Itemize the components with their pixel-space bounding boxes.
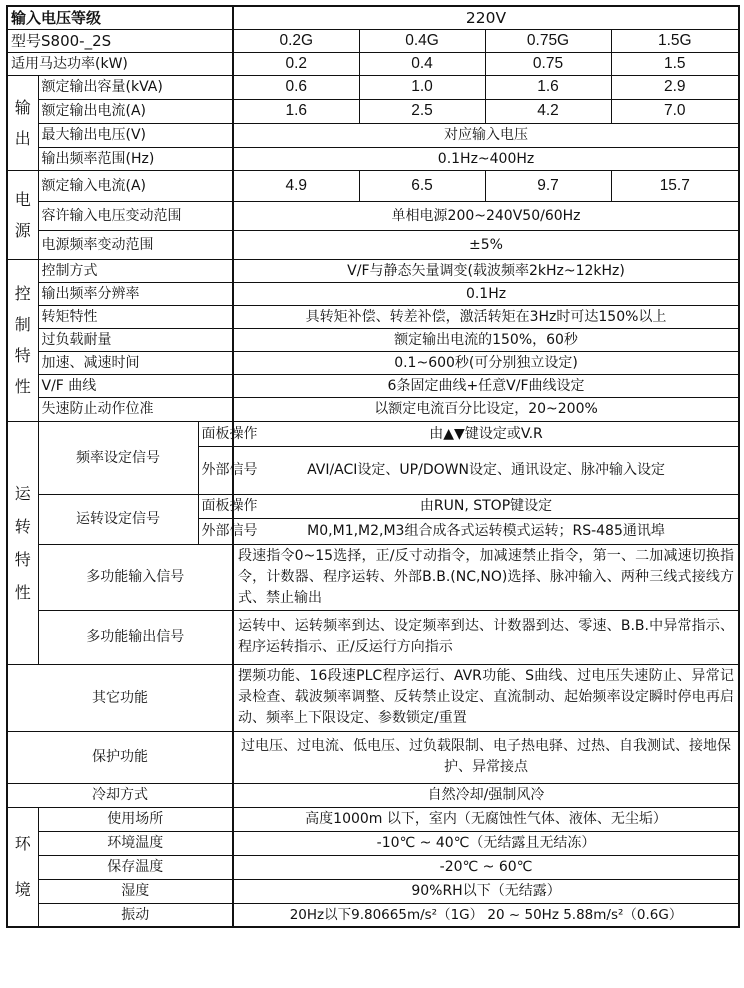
panel-op-label: 面板操作 — [198, 421, 233, 446]
max-voltage-label: 最大输出电压(V) — [38, 123, 233, 147]
row-cooling — [7, 783, 739, 807]
row-rated-current — [7, 99, 739, 123]
value-cell: 0.4 — [359, 52, 485, 75]
temperature-value: -10℃ ~ 40℃（无结露且无结冻） — [233, 831, 739, 855]
overload-label: 过负载耐量 — [38, 328, 233, 351]
voltage-class-label: 输入电压等级 — [7, 6, 233, 29]
value-cell: 2.5 — [359, 99, 485, 123]
value-cell: 0.2 — [233, 52, 359, 75]
model-cell: 0.4G — [359, 29, 485, 52]
value-cell: 0.6 — [233, 75, 359, 99]
row-max-voltage — [7, 123, 739, 147]
row-vf-curve — [7, 374, 739, 397]
row-voltage-tolerance — [7, 201, 739, 230]
row-overload — [7, 328, 739, 351]
external-signal-label: 外部信号 — [198, 446, 233, 494]
stall-label: 失速防止动作位准 — [38, 397, 233, 421]
other-value: 摆频功能、16段速PLC程序运行、AVR功能、S曲线、过电压失速防止、异常记录检查、载波频率调整、反转禁止设定、直流制动、起始频率设定瞬时停电再启动、频率上下限设定、参数锁定/重置 — [233, 664, 739, 731]
value-cell: 0.75 — [485, 52, 611, 75]
freq-external-value: AVI/ACI设定、UP/DOWN设定、通讯设定、脉冲输入设定 — [233, 446, 739, 494]
rated-current-label: 额定输出电流(A) — [38, 99, 233, 123]
location-label: 使用场所 — [38, 807, 233, 831]
row-protection — [7, 731, 739, 783]
value-cell: 1.6 — [233, 99, 359, 123]
row-resolution — [7, 282, 739, 305]
humidity-value: 90%RH以下（无结露） — [233, 879, 739, 903]
multi-input-label: 多功能输入信号 — [38, 544, 233, 610]
accel-value: 0.1~600秒(可分别独立设定) — [233, 351, 739, 374]
control-mode-label: 控制方式 — [38, 259, 233, 282]
run-panel-value: 由RUN, STOP键设定 — [233, 494, 739, 518]
row-storage — [7, 855, 739, 879]
max-voltage-value: 对应输入电压 — [233, 123, 739, 147]
group-environment: 环境 — [7, 807, 38, 927]
value-cell: 1.5 — [611, 52, 739, 75]
row-model — [7, 29, 739, 52]
freq-range-value: 0.1Hz~400Hz — [233, 147, 739, 170]
location-value: 高度1000m 以下，室内（无腐蚀性气体、液体、无尘垢） — [233, 807, 739, 831]
voltage-value: 220V — [233, 6, 739, 29]
rated-capacity-label: 额定输出容量(kVA) — [38, 75, 233, 99]
run-external-value: M0,M1,M2,M3组合成各式运转模式运转；RS-485通讯埠 — [233, 518, 739, 544]
row-other — [7, 664, 739, 731]
stall-value: 以额定电流百分比设定，20~200% — [233, 397, 739, 421]
value-cell: 4.9 — [233, 170, 359, 201]
storage-label: 保存温度 — [38, 855, 233, 879]
multi-output-value: 运转中、运转频率到达、设定频率到达、计数器到达、零速、B.B.中异常指示、程序运转指示、正/反运行方向指示 — [233, 610, 739, 664]
row-freq-tolerance — [7, 230, 739, 259]
resolution-value: 0.1Hz — [233, 282, 739, 305]
freq-range-label: 输出频率范围(Hz) — [38, 147, 233, 170]
cooling-value: 自然冷却/强制风冷 — [233, 783, 739, 807]
overload-value: 额定输出电流的150%，60秒 — [233, 328, 739, 351]
value-cell: 1.0 — [359, 75, 485, 99]
group-power: 电源 — [7, 170, 38, 259]
spec-table — [6, 5, 740, 928]
row-control-mode — [7, 259, 739, 282]
value-cell: 2.9 — [611, 75, 739, 99]
row-rated-capacity — [7, 75, 739, 99]
value-cell: 1.6 — [485, 75, 611, 99]
resolution-label: 输出频率分辨率 — [38, 282, 233, 305]
torque-label: 转矩特性 — [38, 305, 233, 328]
row-multi-output — [7, 610, 739, 664]
value-cell: 4.2 — [485, 99, 611, 123]
multi-input-value: 段速指令0~15选择，正/反寸动指令，加减速禁止指令，第一、二加减速切换指令，计数器、程序运转、外部B.B.(NC,NO)选择、脉冲输入、两种三线式接线方式、禁止输出 — [233, 544, 739, 610]
multi-output-label: 多功能输出信号 — [38, 610, 233, 664]
model-cell: 0.75G — [485, 29, 611, 52]
value-cell: 15.7 — [611, 170, 739, 201]
row-freq-range — [7, 147, 739, 170]
external-signal-label: 外部信号 — [198, 518, 233, 544]
vf-curve-value: 6条固定曲线+任意V/F曲线设定 — [233, 374, 739, 397]
row-stall — [7, 397, 739, 421]
row-rated-input-current — [7, 170, 739, 201]
storage-value: -20℃ ~ 60℃ — [233, 855, 739, 879]
rated-input-current-label: 额定输入电流(A) — [38, 170, 233, 201]
freq-tolerance-label: 电源频率变动范围 — [38, 230, 233, 259]
freq-signal-label: 频率设定信号 — [38, 421, 198, 494]
control-mode-value: V/F与静态矢量调变(载波频率2kHz~12kHz) — [233, 259, 739, 282]
cooling-label: 冷却方式 — [7, 783, 233, 807]
protection-value: 过电压、过电流、低电压、过负载限制、电子热电驿、过热、自我测试、接地保护、异常接点 — [233, 731, 739, 783]
group-control: 控制特性 — [7, 259, 38, 421]
row-torque — [7, 305, 739, 328]
row-multi-input — [7, 544, 739, 610]
freq-panel-value: 由▲▼键设定或V.R — [233, 421, 739, 446]
other-label: 其它功能 — [7, 664, 233, 731]
vibration-value: 20Hz以下9.80665m/s²（1G） 20 ~ 50Hz 5.88m/s²（0.6G） — [233, 903, 739, 927]
temperature-label: 环境温度 — [38, 831, 233, 855]
row-voltage-class — [7, 6, 739, 29]
group-operation: 运转特性 — [7, 421, 38, 664]
freq-tolerance-value: ±5% — [233, 230, 739, 259]
vibration-label: 振动 — [38, 903, 233, 927]
row-location — [7, 807, 739, 831]
motor-power-label: 适用马达功率(kW) — [7, 52, 233, 75]
row-freq-signal-panel — [7, 421, 739, 446]
value-cell: 6.5 — [359, 170, 485, 201]
group-output: 输出 — [7, 75, 38, 170]
voltage-tolerance-label: 容许输入电压变动范围 — [38, 201, 233, 230]
row-humidity — [7, 879, 739, 903]
panel-op-label: 面板操作 — [198, 494, 233, 518]
row-temperature — [7, 831, 739, 855]
model-cell: 0.2G — [233, 29, 359, 52]
row-accel — [7, 351, 739, 374]
vf-curve-label: V/F 曲线 — [38, 374, 233, 397]
model-cell: 1.5G — [611, 29, 739, 52]
row-run-signal-panel — [7, 494, 739, 518]
torque-value: 具转矩补偿、转差补偿，激活转矩在3Hz时可达150%以上 — [233, 305, 739, 328]
protection-label: 保护功能 — [7, 731, 233, 783]
value-cell: 9.7 — [485, 170, 611, 201]
humidity-label: 湿度 — [38, 879, 233, 903]
row-motor-power — [7, 52, 739, 75]
voltage-tolerance-value: 单相电源200~240V50/60Hz — [233, 201, 739, 230]
run-signal-label: 运转设定信号 — [38, 494, 198, 544]
value-cell: 7.0 — [611, 99, 739, 123]
model-label: 型号S800-_2S — [7, 29, 233, 52]
row-vibration — [7, 903, 739, 927]
accel-label: 加速、减速时间 — [38, 351, 233, 374]
